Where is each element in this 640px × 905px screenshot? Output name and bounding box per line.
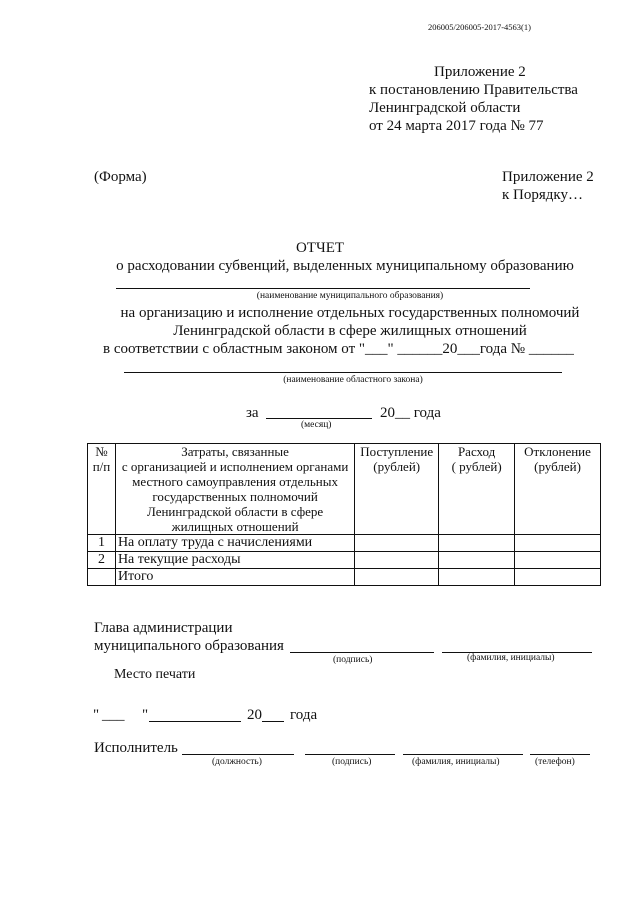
row-name: Итого — [115, 569, 354, 586]
row-deviation-cell[interactable] — [515, 552, 601, 569]
row-income-cell[interactable] — [355, 569, 439, 586]
header-costs: Затраты, связанные с организацией и исполнением органами местного самоуправления отдельных государственных полномочий Ленинградской области в сфере жилищных отношений — [115, 444, 354, 535]
appendix-line-3: Ленинградской области — [369, 100, 521, 116]
document-code: 206005/206005-2017-4563(1) — [428, 22, 531, 32]
report-title: ОТЧЕТ — [295, 240, 345, 256]
row-number: 1 — [88, 535, 116, 552]
purpose-line-1: на организацию и исполнение отдельных государственных полномочий — [120, 305, 580, 321]
appendix-line-1: Приложение 2 — [434, 64, 526, 80]
row-expense-cell[interactable] — [439, 552, 515, 569]
form-label: (Форма) — [94, 169, 147, 185]
row-expense-cell[interactable] — [439, 535, 515, 552]
date-year-line — [262, 721, 284, 722]
date-quote-close: " — [142, 707, 149, 723]
table-row-total — [88, 569, 601, 586]
stamp-place: Место печати — [114, 667, 196, 682]
row-name: На оплату труда с начислениями — [115, 535, 354, 552]
date-quote-open: " — [93, 707, 100, 723]
header-expense: Расход ( рублей) — [439, 444, 515, 535]
month-caption: (месяц) — [301, 420, 332, 430]
head-name-caption: (фамилия, инициалы) — [467, 653, 555, 663]
row-number: 2 — [88, 552, 116, 569]
row-income-cell[interactable] — [355, 535, 439, 552]
row-number — [88, 569, 116, 586]
row-income-cell[interactable] — [355, 552, 439, 569]
head-title-line-2: муниципального образования — [94, 638, 284, 654]
municipality-caption: (наименование муниципального образования) — [256, 291, 444, 301]
executor-phone-caption: (телефон) — [535, 757, 575, 767]
law-caption: (наименование областного закона) — [283, 375, 423, 385]
purpose-line-2: Ленинградской области в сфере жилищных отношений — [173, 323, 527, 339]
head-title-line-1: Глава администрации — [94, 620, 233, 636]
header-deviation: Отклонение (рублей) — [515, 444, 601, 535]
executor-name-caption: (фамилия, инициалы) — [412, 757, 500, 767]
appendix-line-2: к постановлению Правительства — [369, 82, 578, 98]
period-prefix: за — [246, 405, 259, 421]
executor-phone-line — [530, 754, 590, 755]
table-row — [88, 535, 601, 552]
head-sign-caption: (подпись) — [333, 655, 373, 665]
header-income: Поступление (рублей) — [355, 444, 439, 535]
appendix-line-4: от 24 марта 2017 года № 77 — [369, 118, 544, 134]
head-sign-line — [290, 652, 434, 653]
date-day-blank: ___ — [102, 707, 125, 723]
executor-sign-line — [305, 754, 395, 755]
executor-position-line — [182, 754, 294, 755]
appendix-order-line-2: к Порядку… — [502, 187, 583, 203]
date-year-word: года — [290, 707, 318, 723]
law-line — [124, 372, 562, 373]
executor-label: Исполнитель — [94, 740, 178, 756]
appendix-order-line-1: Приложение 2 — [502, 169, 594, 185]
month-line — [266, 418, 372, 419]
header-number: № п/п — [88, 444, 116, 535]
row-deviation-cell[interactable] — [515, 535, 601, 552]
date-year: 20 — [247, 707, 262, 723]
table-header-row — [88, 444, 601, 535]
row-deviation-cell[interactable] — [515, 569, 601, 586]
row-name: На текущие расходы — [115, 552, 354, 569]
table-row — [88, 552, 601, 569]
period-year: 20__ года — [380, 405, 441, 421]
executor-position-caption: (должность) — [212, 757, 262, 767]
row-expense-cell[interactable] — [439, 569, 515, 586]
purpose-line-3: в соответствии с областным законом от "___" ______20___года № ______ — [103, 341, 574, 357]
municipality-line — [116, 288, 530, 289]
report-table — [87, 443, 601, 586]
executor-name-line — [403, 754, 523, 755]
executor-sign-caption: (подпись) — [332, 757, 372, 767]
date-month-line — [149, 721, 241, 722]
report-subtitle: о расходовании субвенций, выделенных муниципальному образованию — [116, 258, 574, 274]
